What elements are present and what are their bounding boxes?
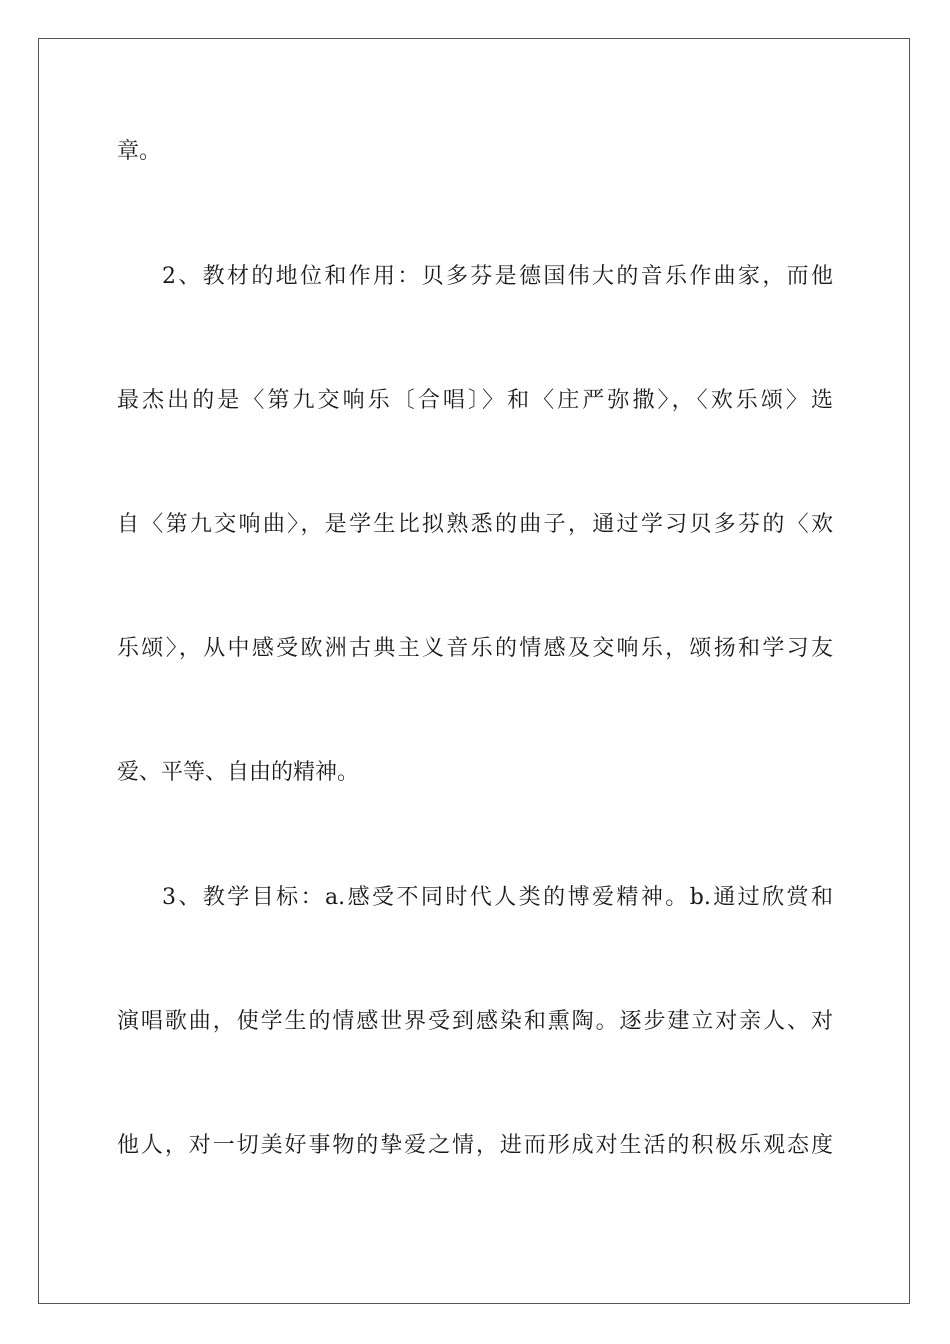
text-line-4: 自〈第九交响曲〉，是学生比拟熟悉的曲子，通过学习贝多芬的〈欢 [117,512,833,537]
text-line-7: 3、教学目标：a.感受不同时代人类的博爱精神。b.通过欣赏和 [162,885,833,910]
text-line-8: 演唱歌曲，使学生的情感世界受到感染和熏陶。逐步建立对亲人、对 [117,1009,833,1034]
text-line-9: 他人，对一切美好事物的挚爱之情，进而形成对生活的积极乐观态度 [117,1133,833,1158]
text-line-6: 爱、平等、自由的精神。 [117,760,360,785]
text-line-2: 2、教材的地位和作用：贝多芬是德国伟大的音乐作曲家，而他 [162,264,833,289]
text-line-3: 最杰出的是〈第九交响乐〔合唱〕〉和〈庄严弥撒〉，〈欢乐颂〉选 [117,388,833,413]
page-frame [38,38,910,1304]
text-line-1: 章。 [117,139,162,164]
text-line-5: 乐颂〉，从中感受欧洲古典主义音乐的情感及交响乐，颂扬和学习友 [117,636,833,661]
